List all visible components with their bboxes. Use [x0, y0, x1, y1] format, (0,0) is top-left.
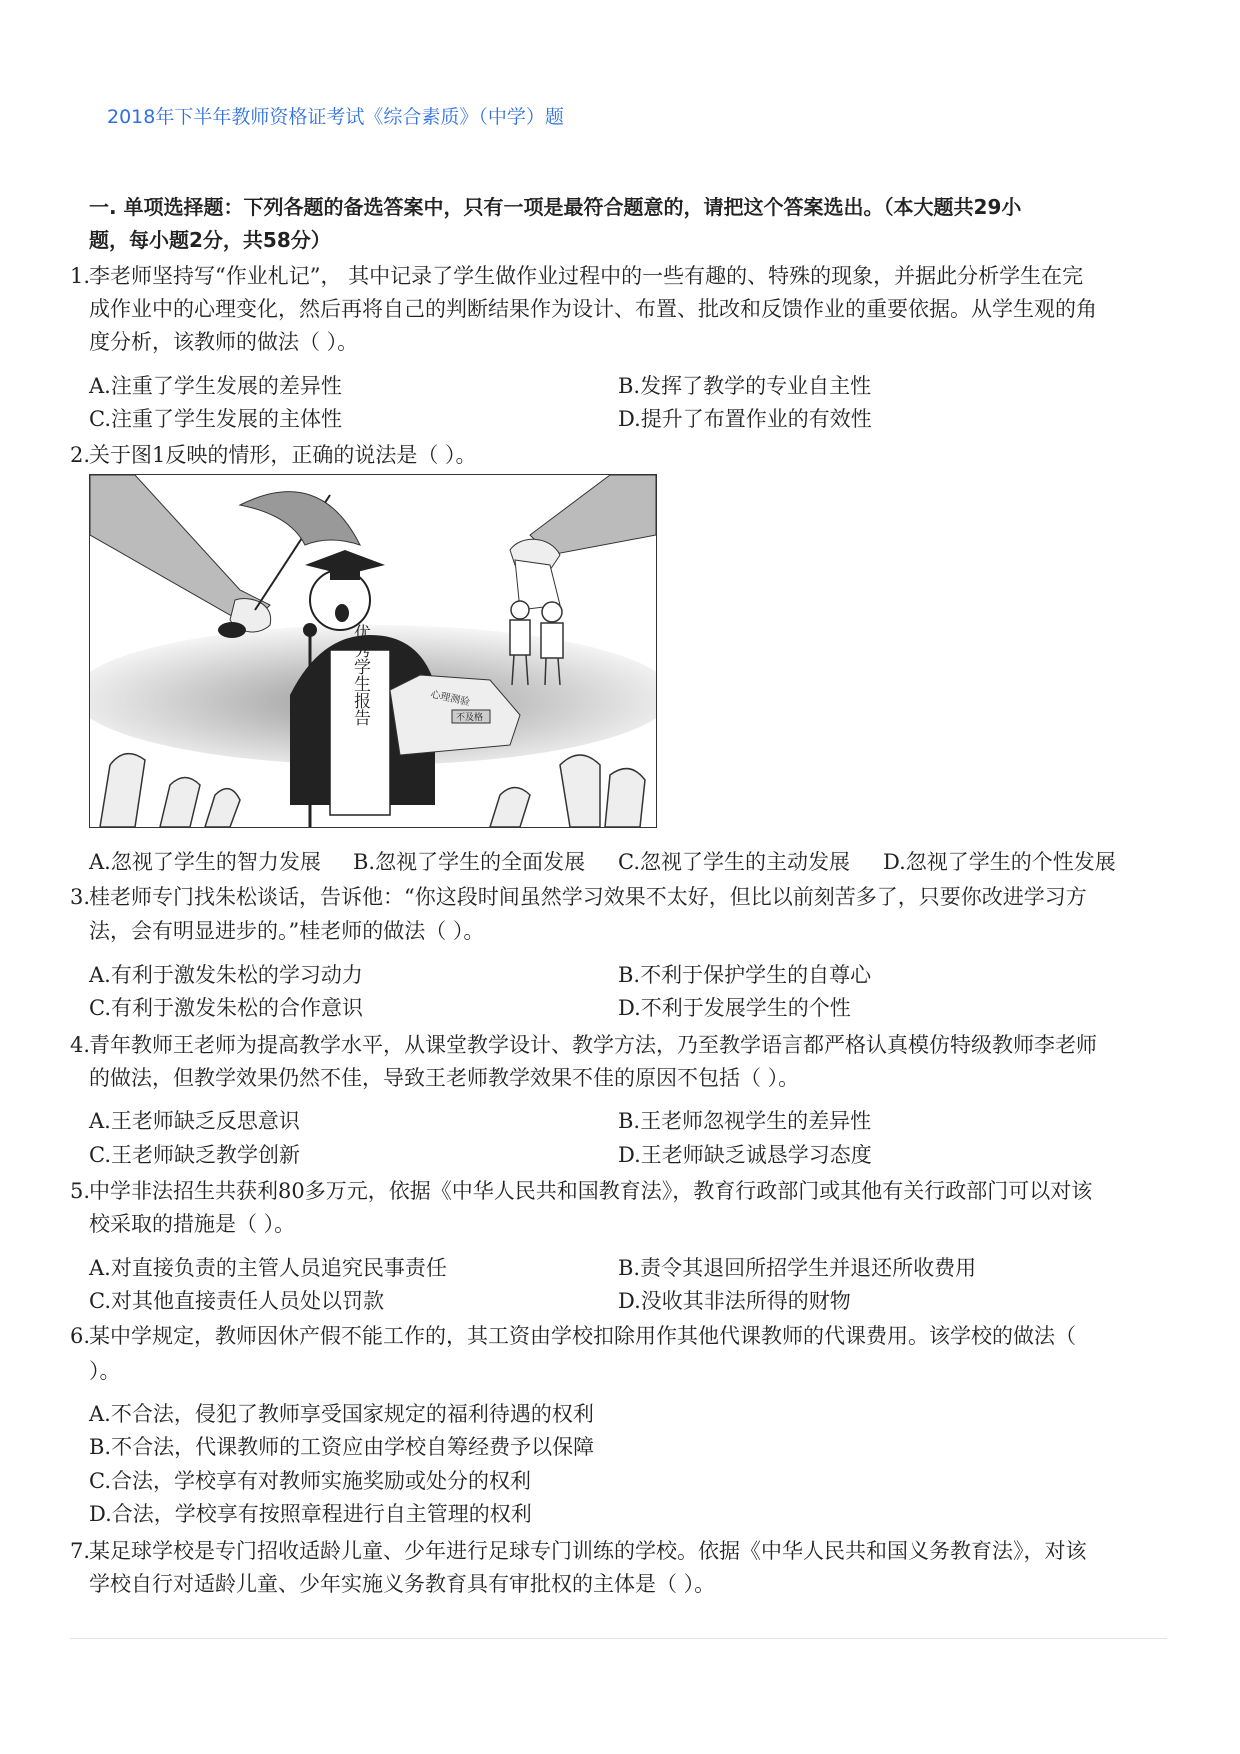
option-b: B.不利于保护学生的自尊心: [618, 963, 872, 987]
option-d: D.王老师缺乏诚恳学习态度: [618, 1143, 872, 1167]
option-a: A.忽视了学生的智力发展: [89, 850, 321, 874]
question-text: 关于图1反映的情形，正确的说法是（ ）。: [89, 443, 477, 467]
option-c: C.合法，学校享有对教师实施奖励或处分的权利: [89, 1469, 531, 1493]
question-number: 7.: [70, 1539, 91, 1563]
option-a: A.不合法，侵犯了教师享受国家规定的福利待遇的权利: [89, 1402, 594, 1426]
option-a: A.注重了学生发展的差异性: [89, 374, 342, 398]
option-a: A.有利于激发朱松的学习动力: [89, 963, 363, 987]
option-d: D.忽视了学生的个性发展: [883, 850, 1116, 874]
question-text: 李老师坚持写“作业札记”， 其中记录了学生做作业过程中的一些有趣的、特殊的现象，并据此分析学生在完: [89, 264, 1084, 288]
option-c: C.忽视了学生的主动发展: [618, 850, 850, 874]
paper-grade: 不及格: [456, 713, 484, 723]
question-number: 3.: [70, 885, 91, 909]
option-b: B.发挥了教学的专业自主性: [618, 374, 872, 398]
question-text: 某足球学校是专门招收适龄儿童、少年进行足球专门训练的学校。依据《中华人民共和国义务教育法》，对该: [89, 1539, 1087, 1563]
option-b: B.忽视了学生的全面发展: [353, 850, 586, 874]
option-d: D.提升了布置作业的有效性: [618, 407, 872, 431]
page-divider: [70, 1638, 1167, 1639]
option-c: C.王老师缺乏教学创新: [89, 1143, 300, 1167]
option-a: A.王老师缺乏反思意识: [89, 1109, 300, 1133]
question-text: 度分析，该教师的做法（ ）。: [89, 330, 359, 354]
question-number: 1.: [70, 264, 91, 288]
question-text: 中学非法招生共获利80多万元，依据《中华人民共和国教育法》，教育行政部门或其他有关行政部门可以对该: [89, 1179, 1093, 1203]
question-number: 5.: [70, 1179, 91, 1203]
option-c: C.注重了学生发展的主体性: [89, 407, 342, 431]
option-c: C.对其他直接责任人员处以罚款: [89, 1289, 384, 1313]
option-d: D.合法，学校享有按照章程进行自主管理的权利: [89, 1502, 532, 1526]
question-number: 6.: [70, 1324, 91, 1348]
paper-title: 心理测验: [429, 689, 471, 709]
question-text: 某中学规定，教师因休产假不能工作的，其工资由学校扣除用作其他代课教师的代课费用。该学校的做法（: [89, 1324, 1076, 1348]
question-number: 4.: [70, 1033, 91, 1057]
option-d: D.没收其非法所得的财物: [618, 1289, 851, 1313]
cartoon-illustration: [90, 475, 656, 827]
scroll-text: 优秀学生报告: [350, 624, 370, 726]
question-text: 法，会有明显进步的。”桂老师的做法（ ）。: [89, 919, 485, 943]
question-number: 2.: [70, 443, 91, 467]
document-title: 2018年下半年教师资格证考试《综合素质》（中学）题: [107, 106, 564, 128]
section-heading-line2: 题，每小题2分，共58分）: [89, 228, 331, 252]
option-a: A.对直接负责的主管人员追究民事责任: [89, 1256, 447, 1280]
question-text: ）。: [89, 1359, 121, 1383]
question-text: 校采取的措施是（ ）。: [89, 1212, 296, 1236]
question-text: 成作业中的心理变化，然后再将自己的判断结果作为设计、布置、批改和反馈作业的重要依据。从学生观的角: [89, 297, 1097, 321]
option-b: B.不合法，代课教师的工资应由学校自筹经费予以保障: [89, 1435, 595, 1459]
option-c: C.有利于激发朱松的合作意识: [89, 996, 363, 1020]
question-text: 桂老师专门找朱松谈话，告诉他：“你这段时间虽然学习效果不太好，但比以前刻苦多了，只要你改进学习方: [89, 885, 1087, 909]
question-text: 的做法，但教学效果仍然不佳，导致王老师教学效果不佳的原因不包括（ ）。: [89, 1066, 800, 1090]
question-text: 青年教师王老师为提高教学水平，从课堂教学设计、教学方法，乃至教学语言都严格认真模仿特级教师李老师: [89, 1033, 1097, 1057]
figure-1-cartoon: [89, 474, 657, 828]
section-heading-line1: 一. 单项选择题：下列各题的备选答案中，只有一项是最符合题意的，请把这个答案选出。（本大题共29小: [89, 195, 1022, 219]
question-text: 学校自行对适龄儿童、少年实施义务教育具有审批权的主体是（ ）。: [89, 1572, 716, 1596]
option-b: B.王老师忽视学生的差异性: [618, 1109, 872, 1133]
option-d: D.不利于发展学生的个性: [618, 996, 851, 1020]
option-b: B.责令其退回所招学生并退还所收费用: [618, 1256, 977, 1280]
